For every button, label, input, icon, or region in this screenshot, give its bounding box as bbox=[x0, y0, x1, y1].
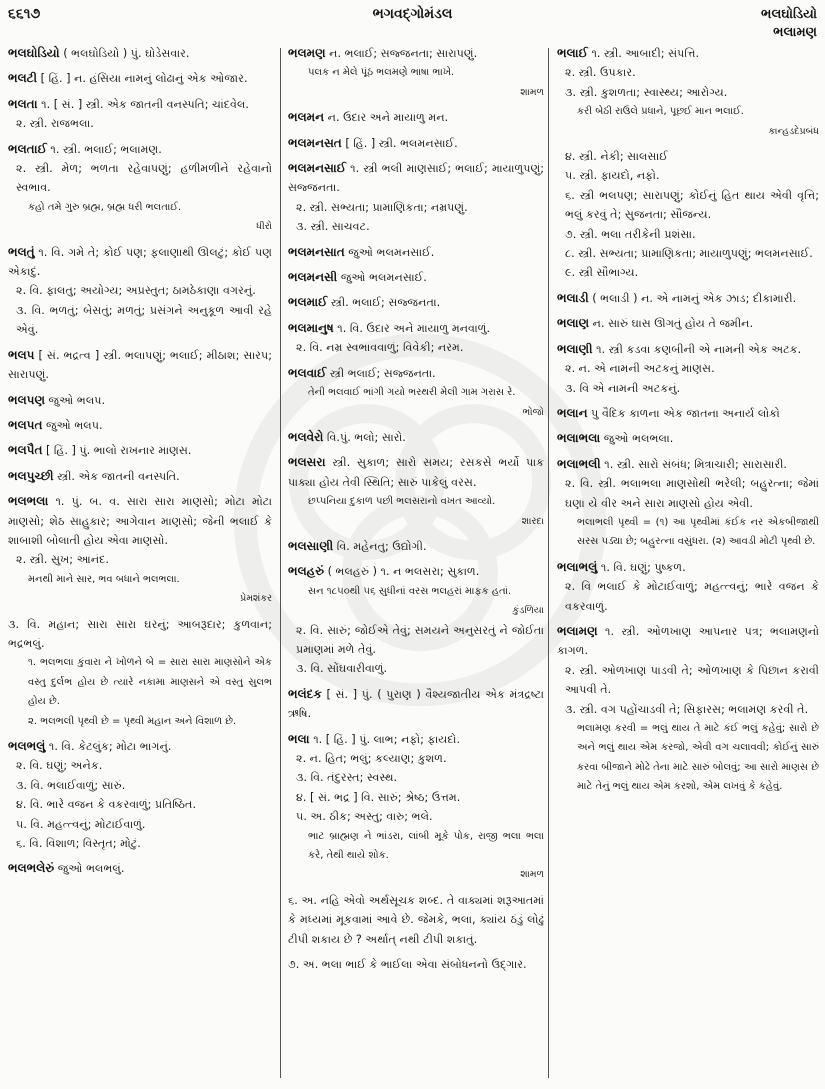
headword: ભલમનસાત bbox=[288, 244, 345, 259]
definition: ૩. વિ. મહાન; સારા સારા ઘરનું; આબરૂદાર; કુળવાન; ભદ્રભલું. bbox=[8, 617, 272, 650]
sense: ૩. વિ. સોંઘવારીવાળું. bbox=[296, 662, 388, 676]
definition: ૧. વિ. ઉદાર અને માયાળુ મનવાળું. bbox=[337, 321, 491, 335]
definition: ૭. અ. ભલા ભાઈ કે ભાઈલા એવા સંબોધનનો ઉદ્ગાર. bbox=[288, 958, 527, 972]
headword: ભલસરા bbox=[288, 455, 326, 470]
sense: ૫. અ. ઠીક; અસ્તુ; વારુ; ભલે. bbox=[296, 810, 433, 824]
headword: ભલભલું bbox=[8, 739, 46, 753]
headword: ભલવાઈ bbox=[288, 365, 327, 380]
quotation: ભાટ બ્રાહ્મણ ને ભાંડરા, લાંબી મૂકે પોક, રાજી ભલા ભલા કરે, તેથી થાયે શોક. bbox=[308, 830, 544, 862]
headword: ભલમાનુષ bbox=[288, 320, 334, 335]
guide-words bbox=[761, 6, 817, 42]
definition: સ્ત્રી ભલાઈ; સજ્જનતા. bbox=[329, 366, 436, 380]
dictionary-entry bbox=[288, 293, 544, 312]
definition: સ્ત્રી. સુકાળ; સારો સમય; રસકસે ભર્યો પાક પાક્યા હોય તેવી સ્થિતિ; સારું પાકેલું વરસ. bbox=[288, 456, 545, 489]
definition: સ્ત્રી. ભલાઈ; સજ્જનતા. bbox=[330, 296, 441, 310]
entry-line bbox=[288, 453, 544, 492]
dictionary-entry bbox=[288, 453, 544, 531]
headword: ભલતાઈ bbox=[8, 141, 47, 156]
headword: ભલપુચ્છી bbox=[8, 468, 54, 483]
idiom-example: ૧. ભલભલા કુંવારા ને ખોળને બે = સારા સારા માણસોને એક વસ્તુ દુર્લભ હોય છે ત્યારે નકામા માણસને એ વસ્તુ સુલભ હોય છે. bbox=[28, 657, 272, 708]
dictionary-entry bbox=[288, 562, 544, 678]
sense: ૨. સ્ત્રી. સુખ; આનંદ. bbox=[16, 553, 109, 567]
definition: ૧. સ્ત્રી. આબાદી; સંપત્તિ. bbox=[591, 47, 700, 60]
sense: ૩. સ્ત્રી. કુશળતા; સ્વાસ્થ્ય; આરોગ્ય. bbox=[565, 85, 728, 99]
headword: ભલવેરો bbox=[288, 429, 324, 444]
dictionary-entry bbox=[8, 615, 272, 731]
definition: ( ભલહરું ) ૧. ન ભલસરા; સુકાળ. bbox=[327, 565, 480, 579]
headword: ભલમનસાઈ bbox=[288, 161, 347, 176]
sense: ૨. ન. હિત; ભલું; કલ્યાણ; કુશળ. bbox=[296, 752, 447, 765]
sense: ૩. સ્ત્રી. સાચવટ. bbox=[296, 220, 370, 234]
entry-line bbox=[557, 429, 819, 448]
headword: ભલાણી bbox=[557, 341, 593, 356]
headword: ભલઘોડિયો bbox=[8, 46, 60, 60]
entry-line bbox=[557, 314, 819, 333]
sense: ૪. સ્ત્રી. નેકી; સાલસાઈ bbox=[565, 150, 668, 164]
entry-line bbox=[8, 44, 272, 63]
definition: વિ. મહેનતુ; ઉદ્યોગી. bbox=[336, 539, 427, 553]
definition: [ હિં. ] સ્ત્રી. ભલમનસાઈ. bbox=[345, 136, 458, 150]
column-3 bbox=[557, 44, 819, 803]
idiom-example: ભલામણ કરવી = ભલું થાય તે માટે કંઈ ભલું કહેવું; સારો છે અને ભલું થાય એમ કરજો, એવી વગ ચલાવવી; કોઈનું સારું કરવા બીજાને મોઢે તેના માટે સારું બોલવું; આ સારો માણસ છે માટે તેનું ભલું થાય એમ કરશો, એમ લખવું કે કહેવું. bbox=[577, 723, 819, 793]
definition: વિ.પું. ભલો; સારો. bbox=[326, 430, 406, 444]
sense: ૩. વિ એ નામની અટકનું. bbox=[565, 381, 681, 395]
entry-line bbox=[557, 44, 819, 63]
headword: ભલમનસત bbox=[288, 135, 342, 150]
definition: જુઓ ભલમનસાઈ. bbox=[348, 245, 435, 259]
definition: ન. ઉદાર અને માયાળુ મન. bbox=[327, 111, 449, 125]
quotation-source: પ્રેમશંકર bbox=[240, 593, 272, 605]
quotation: સન ૧૮૫૦થી ૫૬ સુધીનાં વરસ ભલહરાં માફક હતાં. bbox=[308, 585, 512, 597]
dictionary-entry bbox=[557, 44, 819, 141]
definition: ( ભલાડી ) ન. એ નામનું એક ઝાડ; દીકામારી. bbox=[592, 291, 797, 305]
definition: ૧. વિ. ઘણું; પુષ્કળ. bbox=[600, 560, 686, 574]
entry-line bbox=[557, 622, 819, 661]
definition: ૧. સ્ત્રી. ભલાઈ; ભલામણ. bbox=[50, 142, 162, 156]
sense: ૮. સ્ત્રી. સભ્યતા; પ્રામાણિકતા; માયાળુપણું; ભલમનસાઈ. bbox=[565, 247, 813, 261]
entry-line bbox=[288, 243, 544, 262]
page-number: ૬૬૧૭ bbox=[8, 6, 41, 22]
definition: ન. ભલાઈ; સજ્જનતા; સારાપણું. bbox=[329, 47, 478, 60]
entry-line bbox=[557, 455, 819, 474]
entry-line bbox=[557, 340, 819, 359]
sense: ૩. વિ. તંદુરસ્ત; સ્વસ્થ. bbox=[296, 771, 398, 785]
headword: ભલા bbox=[288, 731, 310, 746]
entry-line bbox=[557, 289, 819, 308]
definition: જુઓ ભલભલું. bbox=[57, 862, 125, 876]
headword: ભલમનસી bbox=[288, 270, 338, 285]
entry-line bbox=[8, 140, 272, 159]
entry-line bbox=[8, 859, 272, 878]
headword: ભલપણ bbox=[8, 392, 45, 407]
entry-line bbox=[288, 428, 544, 447]
dictionary-entry bbox=[288, 730, 544, 885]
dictionary-entry bbox=[8, 467, 272, 486]
dictionary-entry bbox=[8, 492, 272, 608]
entry-line bbox=[557, 558, 819, 577]
entry-line bbox=[8, 737, 272, 756]
quotation-source: ધીરો bbox=[256, 221, 272, 233]
headword: ભલામણ bbox=[557, 623, 598, 638]
entry-line bbox=[8, 615, 272, 654]
definition: ૧. વિ. કેટલુંક; મોટા ભાગનું. bbox=[48, 740, 172, 753]
quotation-source: ભોજો bbox=[522, 406, 544, 418]
dictionary-entry bbox=[288, 364, 544, 422]
dictionary-entry bbox=[8, 441, 272, 460]
headword: ભલહરું bbox=[288, 564, 325, 579]
column-divider bbox=[280, 48, 281, 1078]
quotation: કરી બેઠી રાઉલે પ્રધાને, પૂછઈ માન ભલાઈ. bbox=[577, 106, 744, 118]
entry-line bbox=[8, 95, 272, 114]
entry-line bbox=[288, 562, 544, 581]
entry-line bbox=[8, 416, 272, 435]
sense: ૨. વિ ભલાઈ કે મોટાઈવાળું; મહત્ત્વનું; ભારે વજન કે વકરવાળું. bbox=[565, 580, 819, 613]
definition: ( ભલઘોડિયો ) પું. ઘોડેસવાર. bbox=[63, 47, 190, 60]
headword: ભલસાણી bbox=[288, 538, 334, 553]
definition: [ હિં. ] ન. હંસિયા નામનું લોઢાનું એક ઓજાર. bbox=[40, 72, 248, 86]
quotation-source: શારદા bbox=[521, 515, 544, 527]
entry-line bbox=[288, 159, 544, 198]
definition: [ હિં. ] પું. ભાલો રાખનાર માણસ. bbox=[45, 444, 192, 458]
headword: ભલાડી bbox=[557, 290, 589, 305]
headword: ભલમન bbox=[288, 110, 325, 125]
sense: ૩. વિ. ભળતું; બેસતું; મળતું; પ્રસંગને અનુકૂળ આવી રહે એવું. bbox=[16, 303, 272, 337]
definition: જુઓ ભલપ. bbox=[45, 418, 103, 432]
definition: ૧. વિ. ગમે તે; કોઈ પણ; ફલાણાથી ઊલટું; કોઈ પણ એકાદું. bbox=[8, 245, 272, 279]
sense: ૨. વિ. નમ્ર સ્વભાવવાળું; વિવેકી; નરમ. bbox=[296, 341, 464, 355]
definition: ન. સારું ઘાસ ઊગતું હોય તે જમીન. bbox=[592, 317, 754, 331]
headword: ભલમણ bbox=[288, 46, 326, 60]
definition: પુ વૈદિક કાળના એક જાતના અનાર્ય લોકો bbox=[591, 406, 780, 420]
headword: ભલાભલી bbox=[557, 456, 601, 471]
dictionary-entry bbox=[288, 537, 544, 556]
headword: ભલતા bbox=[8, 96, 38, 111]
entry-line bbox=[288, 955, 544, 974]
dictionary-entry bbox=[8, 69, 272, 88]
headword: ભલાઈ bbox=[557, 46, 588, 60]
sense: ૨. સ્ત્રી. સભ્યતા; પ્રામાણિકતા; નમ્રપણું. bbox=[296, 200, 468, 214]
idiom-example: ૨. ભલભલી પૃથ્વી છે = પૃથ્વી મહાન અને વિશાળ છે. bbox=[28, 715, 237, 727]
definition: ૧. [ હિં. ] પું. લાભ; નફો; ફાયદો. bbox=[313, 732, 461, 746]
entry-line bbox=[8, 467, 272, 486]
definition: [ સં. ભદ્રત્વ ] સ્ત્રી. ભલાપણું; ભલાઈ; મીઠાશ; સારપ; સારાપણું. bbox=[8, 348, 272, 382]
quotation-source: શામળ bbox=[520, 86, 544, 98]
dictionary-entry bbox=[8, 346, 272, 385]
dictionary-entry bbox=[557, 147, 819, 283]
headword: ભલાભલા bbox=[557, 431, 601, 446]
definition: ૧. સ્ત્રી. ઓળખાણ આપનાર પત્ર; ભલામણનો કાગળ. bbox=[557, 624, 819, 658]
definition: સ્ત્રી. એક જાતની વનસ્પતિ. bbox=[57, 469, 180, 483]
quotation: કહો તમે ગુરુ બ્રહ્મ, બ્રહ્મ ધરી ભલતાઈ. bbox=[28, 201, 182, 213]
headword: ભલપ bbox=[8, 347, 35, 362]
dictionary-entry bbox=[288, 134, 544, 153]
sense: ૩. વિ. ભલાઈવાળું; સારું. bbox=[16, 778, 126, 792]
sense: ૨. વિ. ફાલતુ; અયોગ્ય; અપ્રસ્તુત; ઠામઠેકાણા વગરનું. bbox=[16, 284, 256, 298]
quotation-source: શામળ bbox=[520, 869, 544, 881]
entry-line bbox=[288, 685, 544, 724]
dictionary-entry bbox=[288, 428, 544, 447]
definition: જુઓ ભલમનસાઈ. bbox=[340, 271, 427, 285]
sense: ૫. સ્ત્રી. ફાયદો, નફો. bbox=[565, 169, 660, 183]
sense: ૪. [ સં. ભદ્ર ] વિ. સારું; શ્રેષ્ઠ; ઉત્તમ. bbox=[296, 790, 461, 804]
dictionary-entry bbox=[557, 622, 819, 797]
entry-line bbox=[288, 730, 544, 749]
headword: ભલટી bbox=[8, 71, 38, 86]
dictionary-entry bbox=[288, 159, 544, 237]
sense: ૨. ન. એ નામની અટકનું માણસ. bbox=[565, 362, 715, 376]
dictionary-entry bbox=[557, 314, 819, 333]
sense: ૩. સ્ત્રી. વગ પહોંચાડવી તે; સિફારસ; ભલામણ કરવી તે. bbox=[565, 702, 809, 716]
entry-line bbox=[288, 319, 544, 338]
headword: ભલમાઈ bbox=[288, 295, 328, 310]
entry-line bbox=[288, 364, 544, 383]
dictionary-entry bbox=[288, 44, 544, 102]
dictionary-entry bbox=[8, 140, 272, 237]
dictionary-entry bbox=[288, 243, 544, 262]
definition: જુઓ ભલભલા. bbox=[603, 432, 674, 446]
page-header bbox=[0, 0, 825, 40]
definition: ૧. સ્ત્રી ભલી માણસાઈ; ભલાઈ; માયાળુપણું; સજ્જનતા. bbox=[288, 162, 544, 195]
sense: ૨. વિ. સારું; જોઈએ તેવું; સમયને અનુસરતું ને જોઈતા પ્રમાણમાં મળે તેવું. bbox=[296, 623, 544, 656]
dictionary-entry bbox=[557, 558, 819, 616]
dictionary-entry bbox=[288, 955, 544, 974]
column-2 bbox=[288, 44, 544, 980]
entry-line bbox=[288, 134, 544, 153]
definition: ૬. અ. નહિ એવો અર્થસૂચક શબ્દ. તે વાક્યમાં શરૂઆતમાં કે મધ્યમાં મૂકવામાં આવે છે. જેમકે, ભલા, ક્યાંય ઠંડું લોઢું ટીપી શકાય છે ? અર્થાત્ નથી ટીપી શકાતું. bbox=[288, 893, 544, 946]
sense: ૨. સ્ત્રી. ઓળખાણ પાડવી તે; ઓળખાણ કે પિછાન કરાવી આપવી તે. bbox=[565, 663, 819, 697]
column-divider bbox=[548, 48, 549, 1078]
headword: ભલભલેરું bbox=[8, 861, 55, 876]
headword: ભલાભલું bbox=[557, 559, 598, 574]
dictionary-entry bbox=[557, 429, 819, 448]
quotation: તેની ભલવાઈ ભાંગી ગયો ભરથરી મેલી ગામ ગરાસ રે. bbox=[308, 387, 516, 399]
entry-line bbox=[8, 346, 272, 385]
dictionary-entry bbox=[288, 108, 544, 127]
definition: જુઓ ભલપ. bbox=[48, 393, 106, 407]
quotation-source: કાન્હડદેપ્રબંધ bbox=[768, 125, 819, 137]
definition: ૧. સ્ત્રી કડવા કણબીની એ નામની એક અટક. bbox=[596, 342, 802, 356]
idiom-example: ભલાભલી પૃથ્વી = (૧) આ પૃથ્વીમાં કંઈક નર એકબીજાથી સરસ પડ્યા છે; બહુરત્ના વસુંધરા. (૨) આવડી મોટી પૃથ્વી છે. bbox=[577, 516, 819, 548]
sense: ૯. સ્ત્રી સૌભાગ્ય. bbox=[565, 266, 639, 280]
entry-line bbox=[288, 537, 544, 556]
dictionary-entry bbox=[288, 268, 544, 287]
column-1 bbox=[8, 44, 272, 885]
entry-line bbox=[288, 268, 544, 287]
definition: ૧. સ્ત્રી. સારો સંબંધ; મિત્રાચારી; સારાસારી. bbox=[604, 457, 787, 471]
headword: ભલાણ bbox=[557, 316, 590, 331]
entry-line bbox=[8, 243, 272, 282]
entry-line bbox=[8, 391, 272, 410]
entry-line bbox=[288, 108, 544, 127]
headword: ભલંદક bbox=[288, 686, 322, 701]
definition: ૧. [ સં. ] સ્ત્રી. એક જાતની વનસ્પતિ; ચાંદવેલ. bbox=[41, 97, 249, 111]
sense: ૬. વિ. વિશાળ; વિસ્તૃત; મોટું. bbox=[16, 837, 141, 851]
sense: ૨. સ્ત્રી. ઉપકાર. bbox=[565, 66, 636, 80]
quotation: છપ્પનિયા દુકાળ પછી ભલસરાનો વખત આવ્યો. bbox=[308, 496, 496, 508]
entry-line bbox=[288, 293, 544, 312]
dictionary-entry bbox=[288, 891, 544, 949]
entry-line bbox=[8, 69, 272, 88]
page-title: ભગવદ્ગોમંડલ bbox=[372, 6, 453, 22]
dictionary-entry bbox=[8, 391, 272, 410]
dictionary-entry bbox=[557, 340, 819, 398]
dictionary-entry bbox=[8, 737, 272, 853]
dictionary-entry bbox=[8, 859, 272, 878]
entry-line bbox=[288, 44, 544, 63]
headword: ભલપત bbox=[8, 417, 43, 432]
sense: ૪. વિ. ભારે વજન કે વકરવાળું; પ્રતિષ્ઠિત. bbox=[16, 798, 197, 812]
sense: ૭. સ્ત્રી. ભલા તરીકેની પ્રશંસા. bbox=[565, 227, 696, 241]
dictionary-entry bbox=[288, 685, 544, 724]
sense: ૬. સ્ત્રી ભલપણ; સારાપણું; કોઈનું હિત થાય એવી વૃત્તિ; ભલું કરવું તે; સુજનતા; સૌજન્ય. bbox=[565, 188, 819, 222]
headword: ભલપૈત bbox=[8, 443, 43, 458]
entry-line bbox=[8, 492, 272, 550]
guide-word-last: ભલામણ bbox=[773, 25, 817, 40]
headword: ભલાન bbox=[557, 405, 588, 420]
dictionary-entry bbox=[557, 289, 819, 308]
quotation: મનથી માને સાર, ભવ બધાને ભલભલા. bbox=[28, 573, 180, 585]
definition: [ સં. ] પું. ( પુરાણ ) વૈશ્યજાતીય એક મંત્રદ્રષ્ટા ઋષિ. bbox=[288, 687, 544, 721]
sense: ૨. વિ. ઘણું; અનેક. bbox=[16, 759, 103, 773]
guide-word-first: ભલઘોડિયો bbox=[761, 7, 817, 22]
sense: ૨. વિ. સ્ત્રી. ભલાભલા માણસોથી ભરેલી; બહુરત્ના; જેમાં ઘણા યે વીર અને સારા માણસો હોય એવી. bbox=[565, 477, 819, 510]
sense: ૨. સ્ત્રી. મેળ; ભળતા રહેવાપણું; હળીમળીને રહેવાનો સ્વભાવ. bbox=[16, 162, 272, 195]
entry-line bbox=[8, 441, 272, 460]
sense: ૫. વિ. મહત્ત્વનું; મોટાઈવાળું. bbox=[16, 817, 146, 831]
dictionary-entry bbox=[288, 319, 544, 358]
dictionary-entry bbox=[557, 404, 819, 423]
definition: ૧. પું. બ. વ. સારા સારા માણસો; મોટા મોટા માણસો; શેઠ સાહુકાર; આગેવાન માણસો; જેની ભલાઈ કે શાબાશી બોલાતી હોય એવા માણસો. bbox=[8, 495, 272, 547]
dictionary-entry bbox=[8, 44, 272, 63]
dictionary-entry bbox=[8, 243, 272, 340]
quotation-source: કુંડળિયા bbox=[512, 605, 544, 617]
quotation: પલક ન મેલે પૂંઠ ભલમણે ભાષા ભાખે. bbox=[308, 67, 455, 79]
entry-line bbox=[288, 891, 544, 949]
headword: ભલતું bbox=[8, 244, 35, 259]
dictionary-entry bbox=[8, 416, 272, 435]
headword: ભલભલા bbox=[8, 494, 49, 509]
dictionary-entry bbox=[557, 455, 819, 552]
dictionary-entry bbox=[8, 95, 272, 134]
entry-line bbox=[557, 404, 819, 423]
sense: ૨. સ્ત્રી. રાજભલા. bbox=[16, 117, 94, 131]
